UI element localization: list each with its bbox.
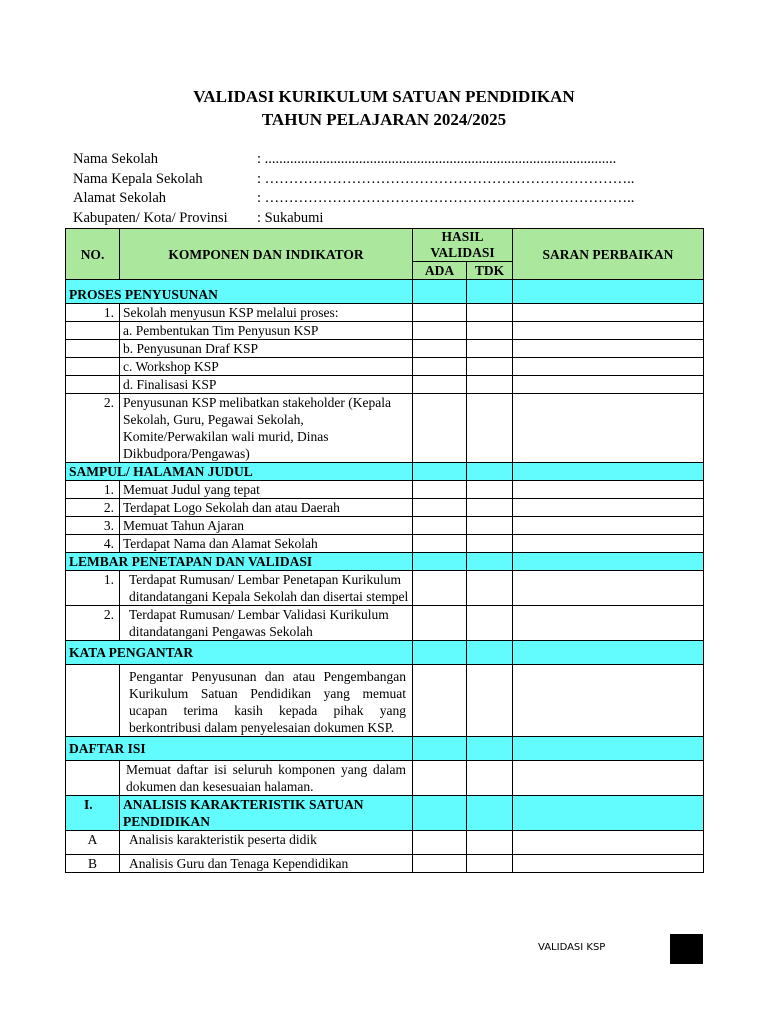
section-sampul: SAMPUL/ HALAMAN JUDUL: [66, 463, 413, 481]
row-indicator: a. Pembentukan Tim Penyusun KSP: [120, 322, 413, 340]
header-ada: ADA: [413, 262, 467, 280]
cell-tdk[interactable]: [467, 304, 513, 322]
row-indicator: Memuat daftar isi seluruh komponen yang dalam dokumen dan kesesuaian halaman.: [120, 761, 413, 796]
section-lembar-penetapan: LEMBAR PENETAPAN DAN VALIDASI: [66, 553, 413, 571]
cell-ada[interactable]: [413, 571, 467, 606]
cell-ada[interactable]: [413, 517, 467, 535]
cell-tdk[interactable]: [467, 761, 513, 796]
section-row: [66, 553, 704, 571]
document-subtitle: TAHUN PELAJARAN 2024/2025: [261, 110, 507, 129]
row-indicator: Analisis Guru dan Tenaga Kependidikan: [120, 855, 413, 873]
cell-ada[interactable]: [413, 553, 467, 571]
cell-ada[interactable]: [413, 855, 467, 873]
row-number: 1.: [66, 481, 120, 499]
cell-ada[interactable]: [413, 499, 467, 517]
row-number: [66, 340, 120, 358]
row-indicator: d. Finalisasi KSP: [120, 376, 413, 394]
cell-tdk[interactable]: [467, 463, 513, 481]
cell-tdk[interactable]: [467, 322, 513, 340]
row-indicator: Analisis karakteristik peserta didik: [120, 831, 413, 855]
table-row: [66, 831, 704, 855]
cell-saran[interactable]: [513, 796, 704, 831]
cell-saran[interactable]: [513, 481, 704, 499]
footer-label: VALIDASI KSP: [538, 942, 606, 953]
row-number: [66, 358, 120, 376]
header-komponen: KOMPONEN DAN INDIKATOR: [120, 229, 413, 280]
section-row: [66, 737, 704, 761]
cell-ada[interactable]: [413, 641, 467, 665]
cell-tdk[interactable]: [467, 517, 513, 535]
row-number: [66, 665, 120, 737]
row-number: 1.: [66, 571, 120, 606]
cell-tdk[interactable]: [467, 796, 513, 831]
cell-ada[interactable]: [413, 796, 467, 831]
section-daftar-isi: DAFTAR ISI: [66, 737, 413, 761]
cell-saran[interactable]: [513, 535, 704, 553]
table-row: [66, 606, 704, 641]
table-row: [66, 322, 704, 340]
cell-tdk[interactable]: [467, 855, 513, 873]
cell-tdk[interactable]: [467, 641, 513, 665]
cell-saran[interactable]: [513, 322, 704, 340]
info-label: Nama Kepala Sekolah: [73, 170, 203, 187]
cell-saran[interactable]: [513, 553, 704, 571]
table-row: [66, 481, 704, 499]
validation-table: [65, 228, 704, 873]
header-tdk: TDK: [467, 262, 513, 280]
cell-saran[interactable]: [513, 340, 704, 358]
cell-tdk[interactable]: [467, 358, 513, 376]
cell-saran[interactable]: [513, 571, 704, 606]
table-row: [66, 394, 704, 463]
row-indicator: b. Penyusunan Draf KSP: [120, 340, 413, 358]
info-row-kabupaten: [73, 209, 634, 229]
header-no: NO.: [66, 229, 120, 280]
info-label: Alamat Sekolah: [73, 190, 167, 206]
table-row: [66, 376, 704, 394]
row-number: B: [66, 855, 120, 873]
cell-tdk[interactable]: [467, 831, 513, 855]
cell-ada[interactable]: [413, 280, 467, 304]
cell-saran[interactable]: [513, 394, 704, 463]
cell-ada[interactable]: [413, 322, 467, 340]
table-row: [66, 304, 704, 322]
cell-saran[interactable]: [513, 358, 704, 376]
cell-saran[interactable]: [513, 499, 704, 517]
info-value: : .................................................................................................: [257, 151, 617, 167]
cell-saran[interactable]: [513, 737, 704, 761]
cell-ada[interactable]: [413, 665, 467, 737]
cell-tdk[interactable]: [467, 280, 513, 304]
table-row: [66, 340, 704, 358]
cell-ada[interactable]: [413, 737, 467, 761]
cell-saran[interactable]: [513, 665, 704, 737]
cell-ada[interactable]: [413, 358, 467, 376]
cell-tdk[interactable]: [467, 571, 513, 606]
cell-ada[interactable]: [413, 304, 467, 322]
section-proses-penyusunan: PROSES PENYUSUNAN: [66, 280, 413, 304]
cell-ada[interactable]: [413, 340, 467, 358]
cell-saran[interactable]: [513, 463, 704, 481]
row-indicator: Terdapat Logo Sekolah dan atau Daerah: [120, 499, 413, 517]
cell-ada[interactable]: [413, 831, 467, 855]
cell-saran[interactable]: [513, 761, 704, 796]
row-indicator: Memuat Judul yang tepat: [120, 481, 413, 499]
table-row: [66, 535, 704, 553]
row-indicator: Terdapat Rumusan/ Lembar Penetapan Kurikulum ditandatangani Kepala Sekolah dan disertai stempel: [120, 571, 413, 606]
table-row: [66, 571, 704, 606]
cell-tdk[interactable]: [467, 499, 513, 517]
row-indicator: Memuat Tahun Ajaran: [120, 517, 413, 535]
row-number: 4.: [66, 535, 120, 553]
info-value: : …………………………………………………………………..: [257, 190, 635, 206]
cell-saran[interactable]: [513, 376, 704, 394]
info-row-kepala-sekolah: [73, 170, 634, 190]
cell-tdk[interactable]: [467, 340, 513, 358]
cell-tdk[interactable]: [467, 535, 513, 553]
cell-saran[interactable]: [513, 606, 704, 641]
cell-tdk[interactable]: [467, 606, 513, 641]
row-number: [66, 322, 120, 340]
cell-ada[interactable]: [413, 394, 467, 463]
cell-saran[interactable]: [513, 831, 704, 855]
school-info: [73, 150, 634, 228]
row-number: 1.: [66, 304, 120, 322]
header-hasil-validasi: HASIL VALIDASI: [413, 229, 513, 262]
cell-tdk[interactable]: [467, 737, 513, 761]
row-indicator: Sekolah menyusun KSP melalui proses:: [120, 304, 413, 322]
row-number: 3.: [66, 517, 120, 535]
cell-ada[interactable]: [413, 376, 467, 394]
section-number: I.: [66, 796, 120, 831]
info-label: Kabupaten/ Kota/ Provinsi: [73, 209, 228, 226]
section-row: [66, 280, 704, 304]
row-number: 2.: [66, 606, 120, 641]
section-row: [66, 796, 704, 831]
row-indicator: Penyusunan KSP melibatkan stakeholder (Kepala Sekolah, Guru, Pegawai Sekolah, Komite/Perwakilan wali murid, Dinas Dikbudpora/Pengawas): [120, 394, 413, 463]
cell-saran[interactable]: [513, 517, 704, 535]
info-value: : …………………………………………………………………..: [257, 170, 635, 187]
cell-tdk[interactable]: [467, 394, 513, 463]
cell-ada[interactable]: [413, 606, 467, 641]
info-row-nama-sekolah: [73, 150, 634, 170]
cell-saran[interactable]: [513, 641, 704, 665]
info-row-alamat: [73, 189, 634, 209]
cell-ada[interactable]: [413, 761, 467, 796]
header-saran: SARAN PERBAIKAN: [513, 229, 704, 280]
table-row: [66, 855, 704, 873]
cell-tdk[interactable]: [467, 376, 513, 394]
info-value: : Sukabumi: [257, 209, 324, 226]
cell-ada[interactable]: [413, 481, 467, 499]
row-indicator: Terdapat Rumusan/ Lembar Validasi Kurikulum ditandatangani Pengawas Sekolah: [120, 606, 413, 641]
row-number: 2.: [66, 394, 120, 463]
cell-saran[interactable]: [513, 280, 704, 304]
table-row: [66, 358, 704, 376]
row-number: A: [66, 831, 120, 855]
document-title: VALIDASI KURIKULUM SATUAN PENDIDIKAN: [193, 87, 575, 106]
table-row: [66, 517, 704, 535]
row-indicator: c. Workshop KSP: [120, 358, 413, 376]
section-row: [66, 463, 704, 481]
info-label: Nama Sekolah: [73, 151, 158, 167]
table-row: [66, 665, 704, 737]
row-indicator: Pengantar Penyusunan dan atau Pengembangan Kurikulum Satuan Pendidikan yang memuat ucapan terima kasih kepada pihak yang berkontribusi dalam penyelesaian dokumen KSP.: [120, 665, 413, 737]
section-kata-pengantar: KATA PENGANTAR: [66, 641, 413, 665]
cell-ada[interactable]: [413, 535, 467, 553]
table-row: [66, 761, 704, 796]
section-row: [66, 641, 704, 665]
cell-saran[interactable]: [513, 304, 704, 322]
cell-saran[interactable]: [513, 855, 704, 873]
cell-tdk[interactable]: [467, 553, 513, 571]
row-number: [66, 761, 120, 796]
row-indicator: Terdapat Nama dan Alamat Sekolah: [120, 535, 413, 553]
table-row: [66, 499, 704, 517]
row-number: [66, 376, 120, 394]
section-analisis-karakteristik: ANALISIS KARAKTERISTIK SATUAN PENDIDIKAN: [120, 796, 413, 831]
page-number-block: [670, 934, 703, 964]
cell-ada[interactable]: [413, 463, 467, 481]
row-number: 2.: [66, 499, 120, 517]
cell-tdk[interactable]: [467, 481, 513, 499]
cell-tdk[interactable]: [467, 665, 513, 737]
